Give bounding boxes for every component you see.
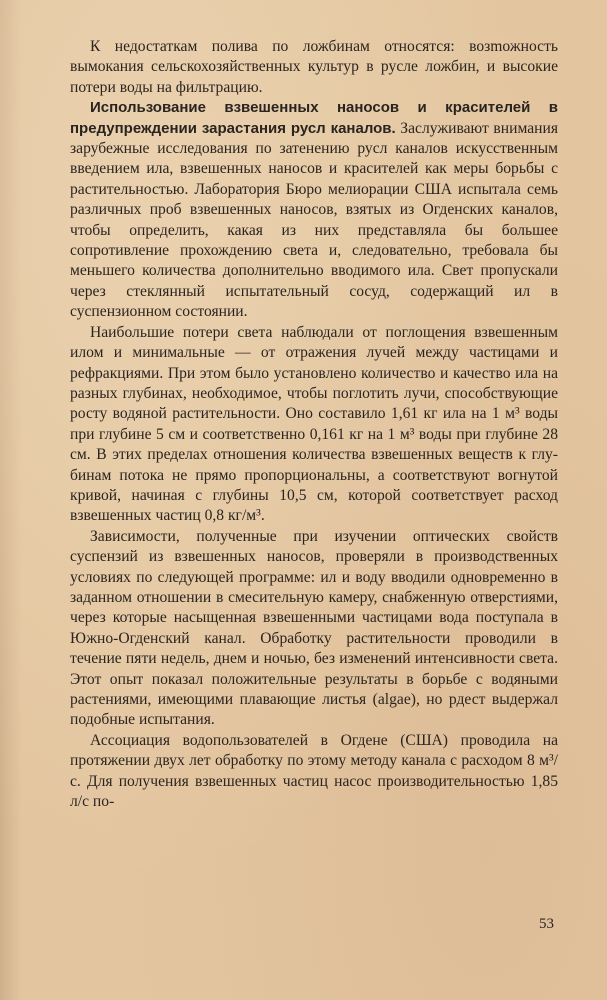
paragraph-5-text: Ассоциация водопользователей в Огдене (США) проводила на протяжении двух лет обработку по этому методу канала с расходом 8 м³/с. Для получения взвешенных частиц насос производительностью 1,85 л/с по- bbox=[70, 731, 558, 811]
paragraph-2-text: Заслуживают внимания зарубежные исследования по затенению русл каналов искусственным введением ила, взвешенных наносов и красителей как меры борьбы с растительностью. Лаборатория Бюро мелиорации США испытала семь различных проб взвешенных наносов, взятых из Огденских каналов, чтобы определить, какая из них представляла бы большее сопротивление прохождению света и, следовательно, требовала бы меньшего количества дополнительно вводимого ила. Свет пропускали через стеклянный испытательный сосуд, содержащий ил в суспензионном состоянии. bbox=[70, 119, 558, 321]
paragraph-4-text: Зависимости, полученные при изучении оптических свойств суспензий из взвешенных наносов, проверяли в производственных условиях по следующей программе: ил и воду вводили одновременно в заданном отношении в смесительную камеру, снабженную отверстиями, через которые насыщенная взвешенными частицами вода поступала в Южно-Огденский канал. Обработку растительности проводили в течение пяти недель, днем и ночью, без изменений интенсивности света. Этот опыт показал положительные результаты в борьбе с водяными растениями, имеющими плавающие листья (algae), но рдест выдержал подобные испытания. bbox=[70, 527, 558, 729]
paragraph-2 bbox=[70, 98, 558, 322]
paragraph-3 bbox=[70, 323, 558, 527]
section-heading: Использование взвешенных наносов и красителей в предупреждении зарастания русл каналов. bbox=[70, 99, 558, 137]
paragraph-3-text: Наибольшие потери света наблюдали от поглощения взвешенным илом и минимальные — от отражения лучей между частицами и рефракциями. При этом было установлено количество и качество ила на разных глубинах, необходимое, чтобы поглотить лучи, способствующие росту водяной растительности. Оно составило 1,61 кг ила на 1 м³ воды при глубине 5 см и соответственно 0,161 кг на 1 м³ воды при глубине 28 см. В этих пределах отношения количества взвешенных веществ к глубинам потока не прямо пропорциональны, а соответствуют вогнутой кривой, начиная с глубины 10,5 см, которой соответствует расход взвешенных частиц 0,8 кг/м³. bbox=[70, 323, 558, 525]
paragraph-1 bbox=[70, 37, 558, 98]
page-number: 53 bbox=[539, 916, 554, 932]
paragraph-4 bbox=[70, 527, 558, 731]
paragraph-1-text: К недостаткам полива по ложбинам относятся: возmожность вымокания сельскохозяйственных культур в русле ложбин, и высокие потери воды на фильтрацию. bbox=[70, 38, 558, 96]
paragraph-5 bbox=[70, 731, 558, 813]
page-body bbox=[70, 37, 558, 812]
